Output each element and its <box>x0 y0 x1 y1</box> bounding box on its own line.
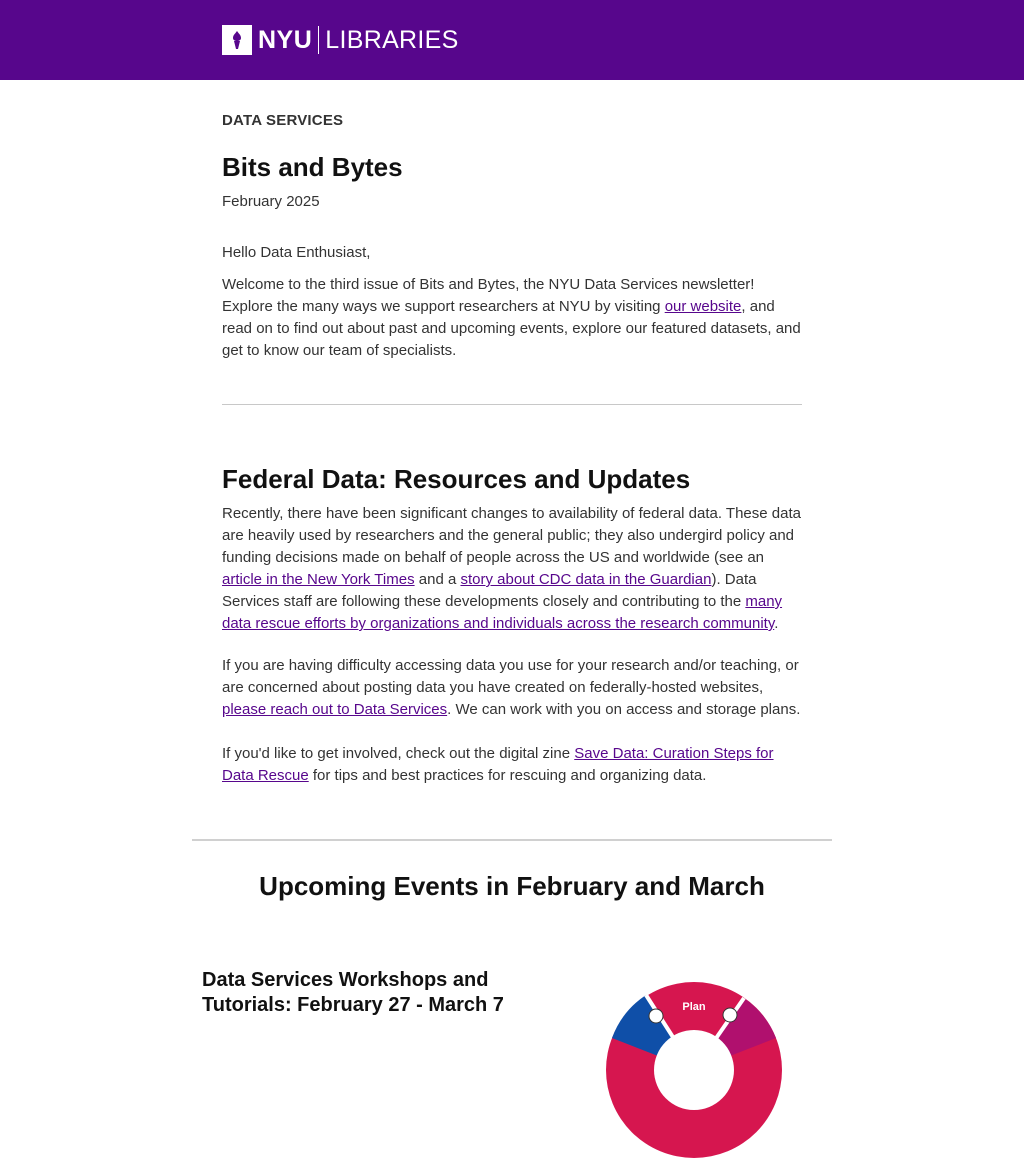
wheel-plan-label: Plan <box>682 1001 706 1013</box>
divider <box>222 404 802 405</box>
workshop-title[interactable]: Data Services Workshops and Tutorials: February 27 - March 7 <box>202 969 504 1016</box>
our-website-link[interactable]: our website <box>664 298 742 315</box>
federal-p3-text-b: for tips and best practices for rescuing and organizing data. <box>308 767 707 784</box>
federal-p1-text-d: . <box>774 615 779 632</box>
torch-icon <box>222 25 252 55</box>
nyt-article-link[interactable]: article in the New York Times <box>222 571 415 588</box>
wheel-arrow-icon <box>723 1008 737 1022</box>
logo-libraries-text: LIBRARIES <box>325 26 459 54</box>
save-data-zine-link[interactable]: Save Data: Curation Steps for Data Rescue <box>222 745 774 784</box>
reach-out-link[interactable]: please reach out to Data Services <box>222 701 448 718</box>
federal-section <box>222 503 802 787</box>
data-rescue-efforts-link[interactable]: many data rescue efforts by organizations and individuals across the research community <box>222 593 783 632</box>
federal-paragraph-1 <box>222 503 802 635</box>
newsletter-date: February 2025 <box>222 193 320 210</box>
greeting: Hello Data Enthusiast, <box>222 244 371 261</box>
federal-paragraph-3 <box>222 743 802 787</box>
federal-p1-text-c: ). Data Services staff are following these developments closely and contributing to the <box>222 571 757 610</box>
federal-paragraph-2 <box>222 655 802 721</box>
data-lifecycle-wheel-image <box>604 980 784 1160</box>
guardian-cdc-link[interactable]: story about CDC data in the Guardian <box>460 571 712 588</box>
intro-text-a: Welcome to the third issue of Bits and Bytes, the NYU Data Services newsletter! Explore the many ways we support researchers at NYU by visiting <box>222 276 755 315</box>
federal-p1-text-b: and a <box>414 571 461 588</box>
intro-text-b: , and read on to find out about past and upcoming events, explore our featured datasets, and get to know our team of specialists. <box>222 298 801 359</box>
logo-nyu-text: NYU <box>258 26 313 54</box>
federal-p2-text-b: . We can work with you on access and storage plans. <box>447 701 801 718</box>
newsletter-title: Bits and Bytes <box>222 152 403 182</box>
nyu-libraries-logo[interactable] <box>222 25 459 55</box>
federal-p3-text-a: If you'd like to get involved, check out the digital zine <box>222 745 575 762</box>
events-heading: Upcoming Events in February and March <box>259 871 765 901</box>
logo-divider <box>318 26 319 54</box>
divider <box>192 839 832 841</box>
section-eyebrow: DATA SERVICES <box>222 112 344 129</box>
intro-section <box>222 242 802 362</box>
federal-p1-text-a: Recently, there have been significant changes to availability of federal data. These data are heavily used by researchers and the general public; they also undergird policy and funding decisions made on behalf of people across the US and worldwide (see an <box>222 505 801 566</box>
site-header <box>0 0 1024 80</box>
federal-heading: Federal Data: Resources and Updates <box>222 464 691 494</box>
intro-paragraph <box>222 274 802 362</box>
wheel-arrow-icon <box>649 1009 663 1023</box>
federal-p2-text-a: If you are having difficulty accessing data you use for your research and/or teaching, or are concerned about posting data you have created on federally-hosted websites, <box>222 657 799 696</box>
